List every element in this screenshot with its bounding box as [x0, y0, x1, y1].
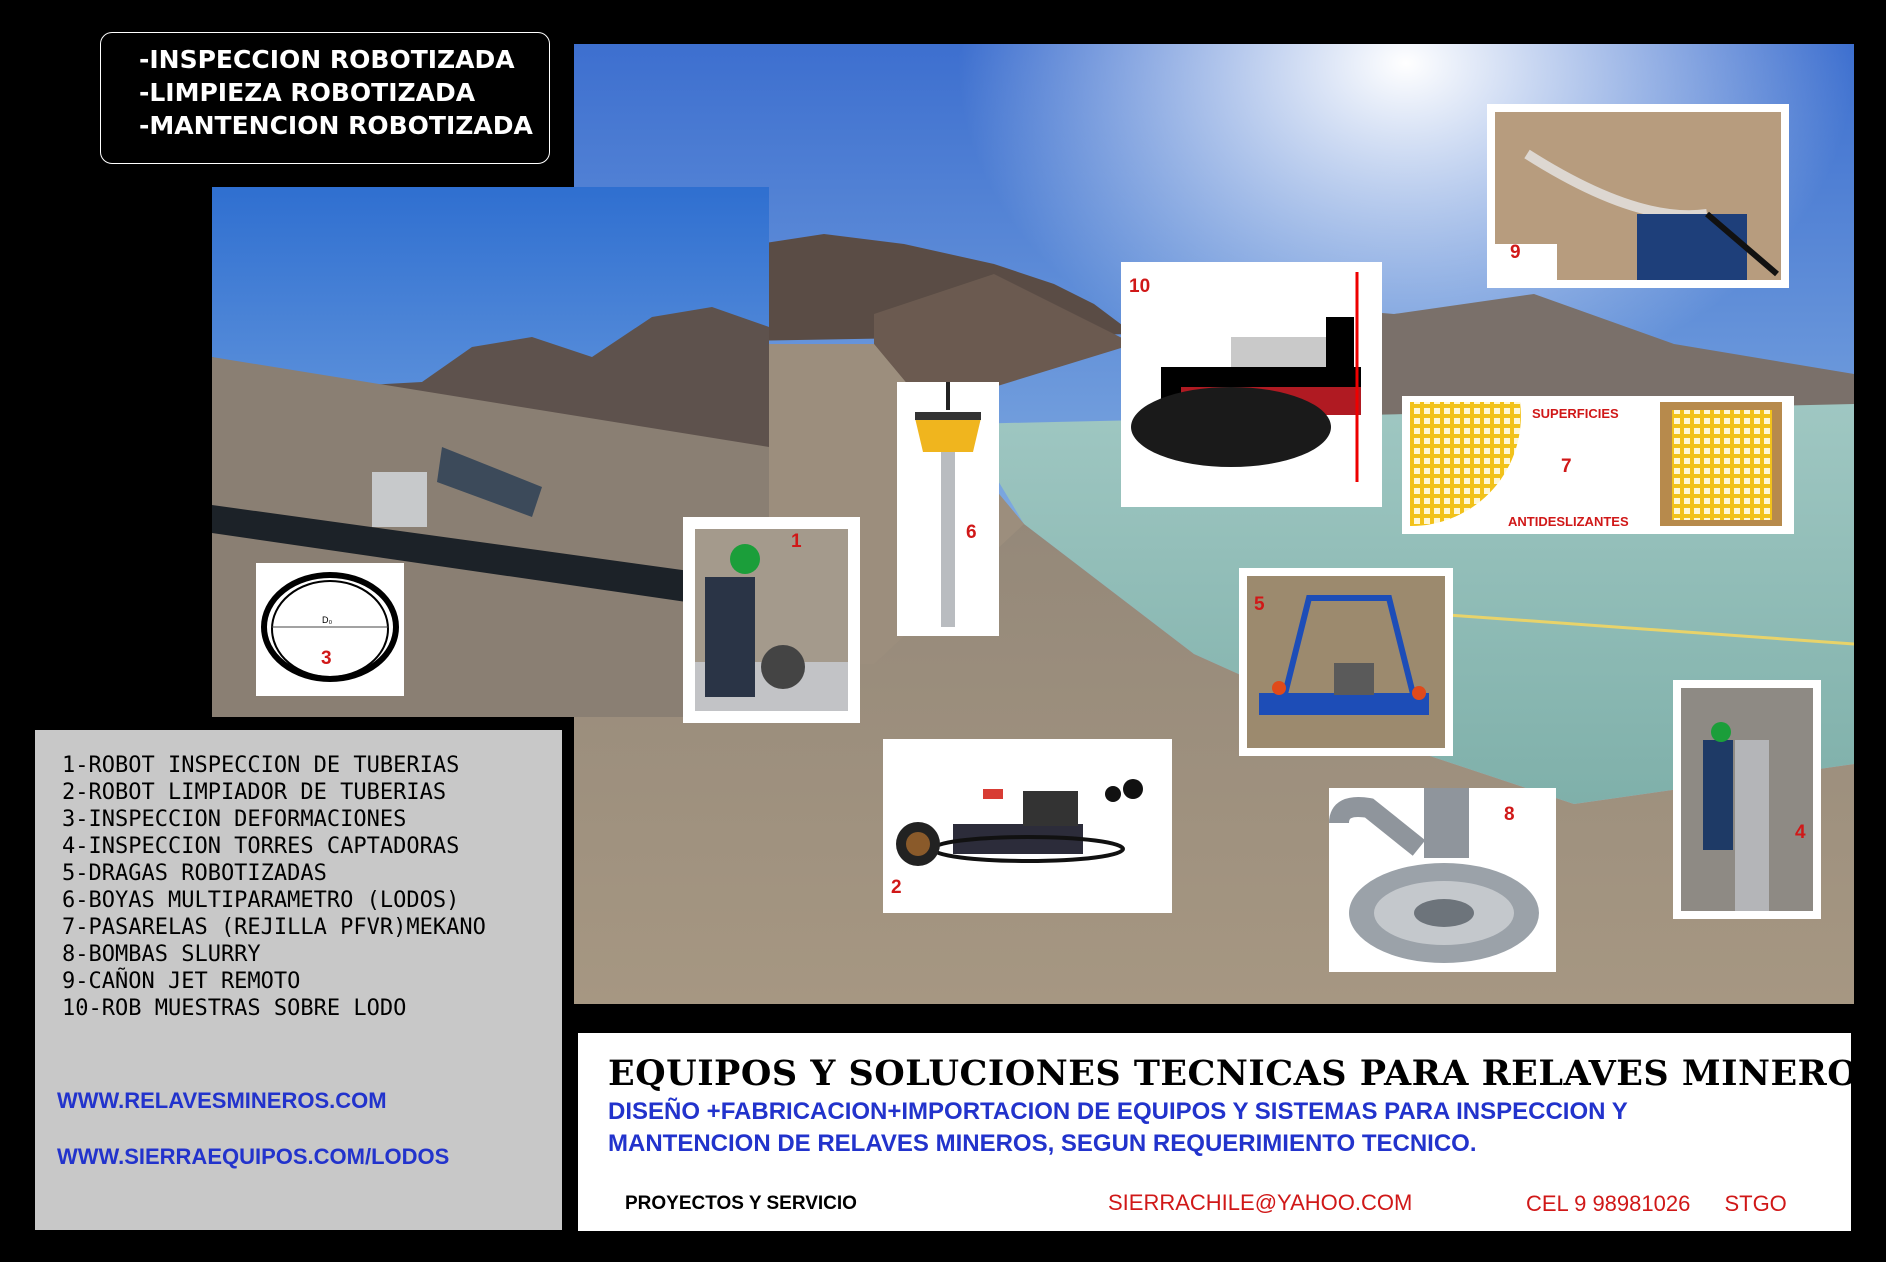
- card-deformation-inspection: [256, 563, 404, 696]
- legend-item: 1-ROBOT INSPECCION DE TUBERIAS: [62, 753, 460, 778]
- website-link-sierraequipos[interactable]: WWW.SIERRAEQUIPOS.COM/LODOS: [57, 1144, 450, 1169]
- card-multiparameter-buoy: [897, 382, 999, 636]
- legend-item: 5-DRAGAS ROBOTIZADAS: [62, 861, 327, 886]
- card-intake-tower-inspection: [1673, 680, 1821, 919]
- legend-item: 7-PASARELAS (REJILLA PFVR)MEKANO: [62, 915, 486, 940]
- card-pipe-inspection-robot: [683, 517, 860, 723]
- card-number: 10: [1129, 276, 1151, 297]
- card-number: 1: [791, 531, 802, 552]
- service-item: -INSPECCION ROBOTIZADA: [139, 45, 515, 74]
- service-item: -MANTENCION ROBOTIZADA: [139, 111, 533, 140]
- legend-item: 8-BOMBAS SLURRY: [62, 942, 261, 967]
- card-number: 6: [966, 522, 977, 543]
- diameter-label: D₀: [322, 615, 333, 625]
- company-banner: [578, 1033, 1885, 1231]
- city-label: STGO: [1724, 1191, 1787, 1216]
- legend-item: 3-INSPECCION DEFORMACIONES: [62, 807, 407, 832]
- card-robotic-dredge: [1239, 568, 1453, 756]
- website-link-relavesmineros[interactable]: WWW.RELAVESMINEROS.COM: [57, 1088, 387, 1113]
- card-number: 7: [1561, 456, 1572, 477]
- card-antislip-walkways: [1402, 396, 1794, 534]
- card-pipe-cleaning-robot: [883, 739, 1172, 913]
- service-item: -LIMPIEZA ROBOTIZADA: [139, 78, 476, 107]
- equipment-legend: [35, 730, 562, 1230]
- card-sludge-sampling-robot: [1121, 262, 1382, 507]
- banner-subtitle: MANTENCION DE RELAVES MINEROS, SEGUN REQUERIMIENTO TECNICO.: [608, 1130, 1477, 1157]
- walkway-bottom-label: ANTIDESLIZANTES: [1508, 514, 1629, 529]
- contact-email[interactable]: SIERRACHILE@YAHOO.COM: [1108, 1190, 1413, 1215]
- services-box: [100, 32, 550, 164]
- banner-subtitle: DISEÑO +FABRICACION+IMPORTACION DE EQUIPOS Y SISTEMAS PARA INSPECCION Y: [608, 1098, 1628, 1125]
- card-number: 2: [891, 877, 902, 898]
- card-slurry-pump: [1329, 788, 1556, 972]
- walkway-top-label: SUPERFICIES: [1532, 406, 1619, 421]
- projects-label: PROYECTOS Y SERVICIO: [625, 1193, 857, 1214]
- contact-phone: [1526, 1191, 1787, 1217]
- card-number: 3: [321, 648, 332, 669]
- card-number: 4: [1795, 822, 1806, 843]
- card-number: 8: [1504, 804, 1515, 825]
- card-number: 9: [1510, 242, 1521, 263]
- legend-item: 10-ROB MUESTRAS SOBRE LODO: [62, 996, 407, 1021]
- legend-item: 4-INSPECCION TORRES CAPTADORAS: [62, 834, 460, 859]
- legend-item: 2-ROBOT LIMPIADOR DE TUBERIAS: [62, 780, 447, 805]
- legend-item: 9-CAÑON JET REMOTO: [62, 969, 301, 994]
- card-number: 5: [1254, 594, 1265, 615]
- legend-item: 6-BOYAS MULTIPARAMETRO (LODOS): [62, 888, 460, 913]
- card-remote-jet-cannon: [1487, 104, 1789, 288]
- banner-title: EQUIPOS Y SOLUCIONES TECNICAS PARA RELAVES MINEROS: [608, 1053, 1885, 1094]
- phone-number: CEL 9 98981026: [1526, 1191, 1691, 1216]
